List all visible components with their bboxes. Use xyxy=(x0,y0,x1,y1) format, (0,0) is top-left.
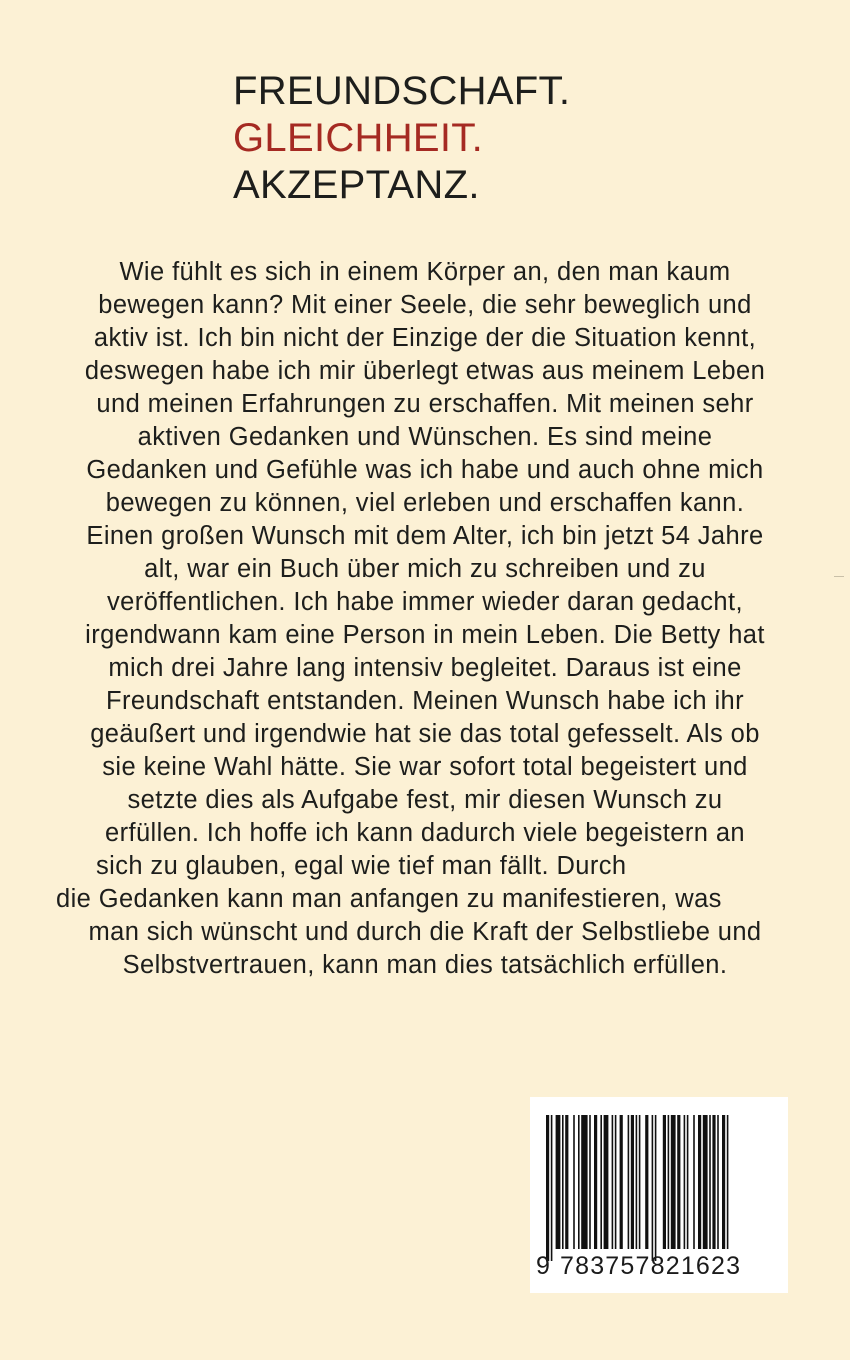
barcode-bar xyxy=(581,1115,587,1249)
barcode-bar xyxy=(631,1115,634,1249)
barcode-bar xyxy=(636,1115,638,1249)
barcode-bar xyxy=(671,1115,676,1249)
blurb-line: deswegen habe ich mir überlegt etwas aus meinem Leben xyxy=(84,357,766,385)
barcode-bar xyxy=(709,1115,711,1249)
barcode-bar xyxy=(645,1115,648,1249)
isbn-remaining-digits: 783757821623 xyxy=(560,1252,742,1280)
blurb-line: Einen großen Wunsch mit dem Alter, ich bin jetzt 54 Jahre xyxy=(86,522,764,550)
headline xyxy=(233,68,570,209)
barcode-bar xyxy=(628,1115,630,1249)
edge-mark xyxy=(834,576,844,577)
barcode-bar xyxy=(604,1115,609,1249)
barcode-bar xyxy=(655,1115,657,1261)
blurb-line: Selbstvertrauen, kann man dies tatsächlich erfüllen. xyxy=(122,951,728,979)
blurb-line: bewegen kann? Mit einer Seele, die sehr beweglich und xyxy=(98,291,752,319)
barcode-bar xyxy=(668,1115,670,1249)
blurb-line: die Gedanken kann man anfangen zu manifestieren, was xyxy=(56,885,722,913)
barcode-bar xyxy=(594,1115,597,1249)
back-cover-blurb xyxy=(40,256,810,982)
blurb-line: sich zu glauben, egal wie tief man fällt. Durch xyxy=(96,852,627,880)
barcode-bar xyxy=(684,1115,686,1249)
barcode-bar xyxy=(703,1115,708,1249)
blurb-line: geäußert und irgendwie hat sie das total gefesselt. Als ob xyxy=(90,720,760,748)
blurb-line: irgendwann kam eine Person in mein Leben. Die Betty hat xyxy=(85,621,765,649)
barcode-bar xyxy=(589,1115,591,1249)
barcode-bar xyxy=(722,1115,725,1249)
isbn-first-digit: 9 xyxy=(536,1252,552,1280)
barcode-bar xyxy=(639,1115,641,1249)
barcode-bar xyxy=(551,1115,553,1261)
barcode-bar xyxy=(546,1115,549,1261)
barcode-bar xyxy=(556,1115,561,1249)
blurb-line: Freundschaft entstanden. Meinen Wunsch habe ich ihr xyxy=(106,687,744,715)
barcode-bar xyxy=(727,1115,729,1249)
blurb-line: erfüllen. Ich hoffe ich kann dadurch viele begeistern an xyxy=(104,819,745,847)
blurb-line: Wie fühlt es sich in einem Körper an, den man kaum xyxy=(119,258,731,286)
blurb-line: sie keine Wahl hätte. Sie war sofort total begeistert und xyxy=(102,753,748,781)
blurb-line: veröffentlichen. Ich habe immer wieder daran gedacht, xyxy=(107,588,743,616)
barcode-bar xyxy=(717,1115,719,1249)
barcode-bar xyxy=(687,1115,689,1249)
blurb-line: setzte dies als Aufgabe fest, mir diesen Wunsch zu xyxy=(127,786,723,814)
headline-line-gleichheit: GLEICHHEIT. xyxy=(233,116,484,160)
blurb-line: aktiv ist. Ich bin nicht der Einzige der die Situation kennt, xyxy=(93,324,757,352)
barcode-bar xyxy=(620,1115,623,1249)
headline-line-freundschaft: FREUNDSCHAFT. xyxy=(233,69,571,113)
blurb-line: Gedanken und Gefühle was ich habe und auch ohne mich xyxy=(86,456,764,484)
barcode-bar xyxy=(663,1115,666,1249)
blurb-line: und meinen Erfahrungen zu erschaffen. Mit meinen sehr xyxy=(96,390,754,418)
blurb-line: bewegen zu können, viel erleben und erschaffen kann. xyxy=(105,489,745,517)
barcode-bar xyxy=(698,1115,701,1249)
blurb-line: man sich wünscht und durch die Kraft der Selbstliebe und xyxy=(88,918,762,946)
blurb-line: aktiven Gedanken und Wünschen. Es sind meine xyxy=(137,423,713,451)
barcode-bar xyxy=(652,1115,654,1261)
barcode-bar xyxy=(612,1115,614,1249)
isbn-barcode xyxy=(530,1097,788,1293)
barcode-bar xyxy=(562,1115,564,1249)
barcode-bar xyxy=(712,1115,715,1249)
barcode-bar xyxy=(565,1115,568,1249)
barcode-bar xyxy=(578,1115,580,1249)
barcode-bar xyxy=(677,1115,680,1249)
barcode-bar xyxy=(693,1115,695,1249)
blurb-line: alt, war ein Buch über mich zu schreiben und zu xyxy=(144,555,706,583)
barcode-bar xyxy=(615,1115,617,1249)
barcode-bar xyxy=(600,1115,602,1249)
barcode-bar xyxy=(573,1115,575,1249)
headline-line-akzeptanz: AKZEPTANZ. xyxy=(233,163,480,207)
blurb-line: mich drei Jahre lang intensiv begleitet. Daraus ist eine xyxy=(108,654,742,682)
